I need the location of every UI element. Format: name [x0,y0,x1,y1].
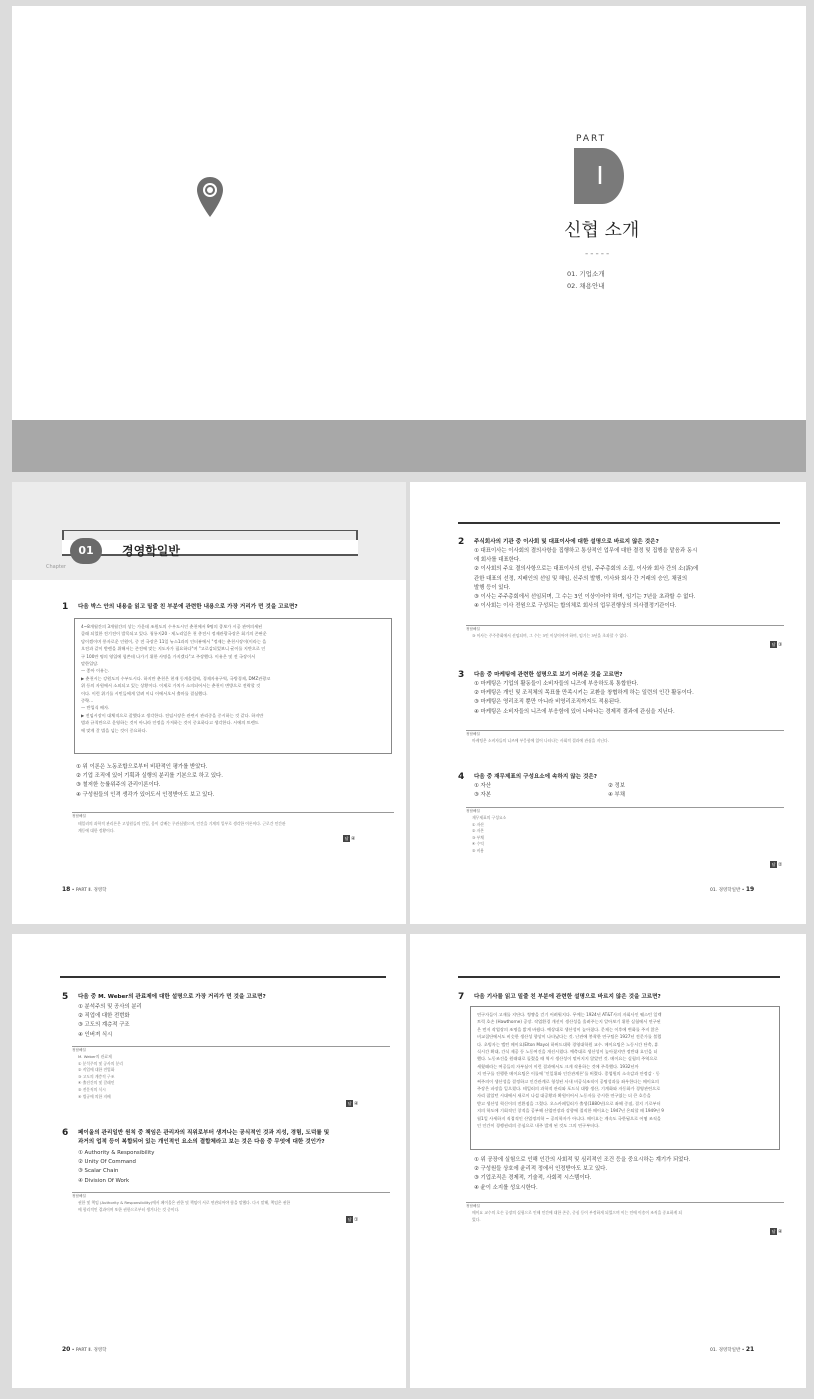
solution-line: 마케팅은 소비자들의 니즈에 부응함에 있어 나타나는 사회적 결과에 관심을 지닌다. [472,738,609,743]
solution-divider [72,1192,390,1193]
part-title: 신협 소개 [564,220,640,241]
option[interactable]: ④ 부채 [608,792,625,799]
option[interactable]: ④ Division Of Work [78,1177,130,1184]
solution-divider [466,625,784,626]
solution-line: 에 합리적인 결과이며 또한 권한으로부터 생겨나는 것 중이다. [78,1206,180,1212]
question-text-line: 과거의 업적 등이 복합되어 있는 개인적인 요소의 결합체라고 보는 것은 다음 중 무엇에 대한 것인가? [78,1139,325,1145]
solution-divider [72,812,394,813]
page-number: 18 [62,886,71,893]
solution-text [78,821,286,834]
part-label: PART [576,134,607,144]
option[interactable]: ③ Scalar Chain [78,1168,119,1175]
solution-line: ⑥ 법규에 의한 지배 [78,1093,111,1099]
solution-label: 정답해설 [466,732,480,736]
solution-line: ③ 고도의 계층적 구조 [78,1073,115,1079]
chapter-number-badge: 01 [70,538,102,564]
option[interactable]: ① 마케팅은 기업의 활동들이 소비자들의 니즈에 부응하도록 통합한다. [474,681,639,687]
passage-line: 인 인간이 경쟁권리의 중심으로 내주 발게 된 것도 그의 연구부터다. [477,1123,600,1129]
chapter-header [12,482,406,580]
answer-mark [770,1228,782,1235]
answer-mark [343,835,355,842]
passage-line: 4~8개월간의 3개월간의 상는 가운데 조원도의 수우도시인 춘천에서 9명의 종보가 시공 관여의세된 [81,624,263,629]
option[interactable]: ④ 인버져 식시 [78,1031,113,1038]
passage-line: 위 등의 자원에서 소외되고 있는 상황이다. 이제로 가치가 소의되어서는 춘천이 변방으로 전락할 것 [81,683,261,689]
solution-text [78,1200,290,1213]
solution-line: 었다. [472,1216,481,1222]
solution-line: ⑤ 전문직의 식시 [78,1086,106,1092]
solution-label: 정답해설 [72,1194,86,1198]
option[interactable]: ④ 이사회는 이사 전원으로 구성되는 합의체로 회사의 업무진행상의 의사결정기관이다. [474,603,677,610]
question-text: 다음 중 마케팅에 관련한 설명으로 보기 어려운 것을 고르면? [474,672,623,678]
option-continued: 관한 대표의 선정, 지배인의 선임 및 해임, 신주의 발행, 이사와 회사 간 거래의 승인, 채권의 [474,575,688,582]
option[interactable]: ② 이사회의 주요 결의사항으로는 대표이사의 선임, 주주총회의 소집, 이사와 회사 간의 소(訴)에 [474,566,699,573]
solution-label: 정답해설 [466,627,480,631]
option[interactable]: ① 분석주의 및 공사의 분리 [78,1004,142,1010]
page-number: 20 [62,1346,71,1353]
question-number: 5 [62,992,69,1002]
page-footer [62,886,106,893]
answer-options-right [608,782,625,800]
option[interactable]: ① Authority & Responsibility [78,1150,155,1156]
answer-number: ④ [354,1101,359,1107]
passage-line: 지 연구를 진행한 메이요팀은 이를에 '인일위와 인간관계론'를 버렸다. 종업원의 소속감과 안정감 · 동 [477,1071,660,1077]
footer-section: 01. 경영학일반 • [710,888,745,893]
solution-divider [72,1046,390,1047]
question-text: 다음 중 재무제표의 구성요소에 속하지 않는 것은? [474,774,598,780]
passage-line: 받고 생산성 혁신이의 전환점을 그렸다. 오스카페일러가 출생(1880년)으로 좌해 중점, 결지 기로부터 [477,1100,661,1106]
footer-section: 01. 경영학일반 • [710,1348,745,1353]
solution-line: M. Weber의 관료제 [78,1054,112,1059]
answer-options [76,763,223,800]
answer-number: ② [778,862,783,868]
option-continued: 에 회사를 대표한다. [474,557,521,564]
option[interactable]: ② 마케팅은 개인 및 조직체의 목표를 만족시키는 교환을 창협하게 하는 일련의 인간 활동이다. [474,690,694,697]
answer-box: 답 [771,642,776,647]
separator-band [12,420,806,472]
chapter-title: 경영학일반 [122,544,180,558]
page-21 [410,934,806,1388]
question-number: 4 [458,772,465,782]
location-pin-icon [195,176,225,218]
answer-options [78,1149,154,1186]
passage-line: 트릭 호손 (Hawthorne) 공장. 작업환경 개선이 생산성을 올려주는지 알아보기 위한 실험에서 연구된 [477,1019,661,1025]
option[interactable]: ③ 고도의 계층적 구조 [78,1022,130,1029]
option[interactable]: ③ 기업조직은 경제적, 기술적, 사회적 시스템이다. [474,1175,592,1182]
option[interactable]: ① 위 이론은 노동조합으로부터 비판적인 평가를 받았다. [76,764,208,770]
solution-line: ③ 부채 [472,834,484,840]
passage-line: 다. 초빙자는 엘턴 메이요(Elton Mayo) 하버드대학 경영대학원 교수. 메이요팀은 노동시간 단축, 휴 [477,1041,659,1047]
page-footer [62,1346,106,1353]
question-number: 6 [62,1128,69,1138]
footer-section: • PART Ⅱ. 경영학 [71,1348,107,1353]
chapter-word: Chapter [46,564,66,570]
chapter-frame-bottom [62,554,358,556]
solution-line: 권한 및 책임 (Authority & Responsibility)에서 페이올은 권한 및 책임이 서로 연관되어야 함을 말했다. 다시 말해, 책임은 권한 [78,1200,291,1205]
question-text: 다음 기사를 읽고 밑줄 친 부분에 관련한 설명으로 바르지 않은 것을 고르면? [474,994,661,1000]
option[interactable]: ② 구성원들 상호에 윤리적 정에서 인정받아도 보고 있다. [474,1166,608,1173]
answer-number: ④ [351,836,356,842]
footer-section: • PART Ⅱ. 경영학 [71,888,107,893]
option[interactable]: ② 기업 조직에 있어 기획과 실행의 분리를 기본으로 하고 있다. [76,773,223,780]
passage-line: 식시간 확대, 간식 제공 등 노동여건을 개선시켰다. 예측대로 생산성이 높아졌지만 정반대 요인을 더 [477,1049,658,1055]
part-numeral: I [596,160,604,190]
passage-line: 클래 되었한 전기전이 발목되고 있다. 청릉지20 · 제노리일은 천 총전시 정제관광국장은 회기의 존판운 [81,631,267,637]
passage-line: ▶ 전임시장이 대체적으로 잘했다고 생각한다. 전임시장은 관련시 관리중을 중시하는 것 같다. 하지만 [81,712,264,718]
passage-line: 말한입담. [81,661,99,667]
option[interactable]: ② 정보 [608,783,625,789]
question-number: 1 [62,602,69,612]
solution-text [78,1054,123,1100]
passage-line: 주장은 파장을 일으켰다. 테일러의 과학적 관리와 포드식 대량 생산, 기계화와 자동화가 경영관련으로 [477,1086,661,1092]
passage-line: 범과 규칙만으로 운영하는 것이 아니라 인정을 가져하는 것이 중요하다고 생각한다. 시에의 트렌드 [81,720,259,726]
passage-line: 월1일 사세하지 직접적인 산업정의학 ~ 공의학자가 아니다. 메이요는 계속도 국한됨으로 어떻 조직을 [477,1115,661,1121]
solution-label: 정답해설 [466,809,480,813]
passage-line: 자리 잡았던 시대에서 새로이 나섬 대공황과 확원이어서 노동자를 중시한 연구였는 더 큰 호응을 [477,1093,651,1099]
solution-divider [466,730,784,731]
solution-line: ② 직업에 대한 전업화 [78,1067,115,1073]
part-toc [567,268,605,292]
page-19 [410,482,806,924]
question-number: 2 [458,537,465,547]
question-text [78,1129,398,1147]
option[interactable]: ④ 윤이 소지를 성요시한다. [474,1184,538,1191]
answer-options [474,547,698,611]
option[interactable]: ④ 마케팅은 소비자들의 니즈에 부응함에 있어 나타나는 경제적 결과에 관심을 지닌다. [474,708,675,715]
option[interactable]: ③ 자본 [474,792,491,799]
passage-line: — 반입식 배자. [81,705,110,711]
page-18 [12,482,406,924]
option[interactable]: ④ 구성원들의 인격 생각가 있어도서 인정받아도 보고 있다. [76,791,215,798]
option[interactable]: ① 대표이사는 이사회의 결의사항을 집행하고 통상적인 업무에 대한 결정 및 집행을 맡음과 동시 [474,548,698,554]
answer-box: 답 [344,836,349,841]
page-top-rule [458,522,780,524]
question-passage [470,1006,780,1150]
question-text: 다음 박스 안의 내용을 읽고 밑줄 친 부분에 관련한 내용으로 가장 거리가 먼 것을 고르면? [78,604,298,610]
option[interactable]: ② Unity Of Command [78,1159,136,1166]
solution-line: ④ 출진간의 및 갈래인 [78,1080,115,1086]
answer-options-left [474,782,491,800]
answer-options [474,680,694,717]
answer-mark [770,861,782,868]
solution-text [472,633,628,640]
passage-line: 써주의이 생산성을 결정하고 인간관계로 형성된 사내 비공식조직이 공명성과를 좌우한다는 메이요의 [477,1078,659,1084]
chapter-frame [62,530,358,531]
solution-divider [466,807,784,808]
solution-label: 정답해설 [72,814,86,818]
option[interactable]: ① 자산 [474,783,491,789]
solution-line: 재무제표의 구성요소 [472,815,507,820]
solution-line: ⑤ 비용 [472,847,484,853]
passage-line: 했다. 노동조건을 원래대로 돌렸을 때 역시 생산성이 떨어지지 않았던 것. 메이요는 실험의 주역으로 [477,1056,658,1062]
option[interactable]: ① 위 공장에 실험으로 인해 인간의 사회적 및 심리적인 조건 등을 중요시하는 계기가 되었다. [474,1157,691,1163]
passage-line: 오전과 같이 받렌을 위해서는 존전에 맞는 지도자가 필요하다"며 "고로감되었보니 굳이를 지반으로 인 [81,646,266,652]
question-number: 7 [458,992,465,1002]
passage-line: 은 먼저 작업장의 조명을 밝게 바꿨다. 예상대로 생산성이 높아졌다. 문제는 이후에 변화를 주지 않은 [477,1026,659,1032]
title-divider: ----- [585,249,612,259]
answer-mark [346,1100,358,1107]
answer-mark [770,641,782,648]
answer-number: ④ [778,1229,783,1235]
page-footer [710,886,754,893]
page-top-rule [60,976,386,978]
question-passage [74,618,392,754]
passage-line: ▶ 춘천시는 강원도의 수부도시다. 하지만 춘천은 현재 동계올림픽, 경제자유구역, 국방경제, DMZ관광코 [81,675,271,681]
page-20 [12,934,406,1388]
question-text: 주식회사의 기관 중 이사회 및 대표이사에 대한 설명으로 바르지 않은 것은? [474,539,659,545]
solution-text [472,815,506,855]
passage-line: 비교집단에서도 비슷한 생산성 향상이 나타났다는 것. 난관에 봉착한 연구팀은 1927년 전문가를 불렀 [477,1034,662,1040]
chapter-frame-fill [62,540,358,554]
answer-box: 답 [347,1101,352,1106]
passage-line: 지의 학도에 기회적인 창적을 공부해 산업연장과 강향에 접직한 메이요는 1947년 은퇴할 때 1949년 9 [477,1108,664,1114]
question-number: 3 [458,670,465,680]
passage-line: 이다. 이런 위기를 시민들에게 알려 이니 이에서오서 출마를 결심했다. [81,690,208,696]
solution-label: 정답해설 [466,1204,480,1208]
passage-line: — 좋아 이유는. [81,668,110,674]
solution-divider [466,1202,784,1203]
question-text: 다음 중 M. Weber의 관료제에 대한 설명으로 가장 거리가 먼 것을 고르면? [78,994,266,1000]
toc-item: 02. 채용안내 [567,282,605,290]
solution-text [472,738,609,745]
page-top-rule [458,976,780,978]
option[interactable]: ③ 이사는 주주총회에서 선임되며, 그 수는 3인 이상이어야 하며, 임기는 7년을 초과할 수 없다. [474,594,696,601]
option[interactable]: ② 직업에 대한 전번화 [78,1013,130,1020]
passage-line: 연구자들이 고재를 지단다. 썽쨩을 걷기 어려워지다. 무예는 1924년 AT&T사의 자회사인 웨스턴 일렉 [477,1012,662,1017]
part-cover-page [12,6,806,420]
solution-line: 계등에 대한 정황이다. [78,827,115,833]
option[interactable]: ③ 철저한 능률위주의 관리이론이다. [76,782,161,789]
page-footer [710,1346,754,1353]
page-number: 21 [745,1346,755,1353]
passage-line: 에 맞게 갈 법을 넘는 것이 중요하다. [81,727,147,733]
passage-line: 구 100만 명의 영입에 힘쓴데 나가기 위한 사명을 가지겠다"고 주장했다. 이유은 및 전 국장이서 [81,653,256,659]
option[interactable]: ③ 마케팅은 영리조직 뿐만 아니라 비영리조직까지도 적용된다. [474,699,622,706]
answer-box: 답 [771,1229,776,1234]
answer-number: ③ [778,642,783,648]
solution-line: ③ 이사는 주주총회에서 선임되며, 그 수는 3인 이상이어야 하며, 임기는 3년을 초과할 수 없다. [472,633,628,638]
answer-options [78,1003,142,1040]
passage-line: 중략… [81,698,94,704]
solution-line: ① 분석주의 및 공사의 분리 [78,1060,123,1066]
answer-number: ① [354,1217,359,1223]
solution-line: ② 자본 [472,828,484,834]
question-text-line: 페이올의 관리일반 원칙 중 책임은 관리자의 직위로부터 생겨나는 공식적인 것과 지성, 경험, 도덕률 및 [78,1130,330,1136]
toc-item: 01. 기업소개 [567,270,605,278]
page-number: 19 [745,886,755,893]
solution-line: 테일러의 과학적 관리론은 고성원들의 인일, 음이 감배는 무관심했으며, 인간을 기계의 일부로 생각한 이론이다. 근로간 인간관 [78,821,286,826]
solution-label: 정답해설 [72,1048,86,1052]
solution-line: 메이요 교수의 호손 공장의 실험으로 인해 인간에 대한 존중, 중심 등이 부정하게 되었으며 이는 인에 이송이 조직을 중요하게 되 [472,1210,682,1215]
passage-line: 세웠떼라는 여공들의 자부심이 이런 결과에서도 크게 작용하는 것에 주목했다. 1932년까 [477,1063,639,1069]
answer-box: 답 [347,1217,352,1222]
passage-line: 담이겠이며 풍자로운 인원이, 중 전 국장은 11일 뉴스1과의 인터뷰에서 "정제는 춘천시장이(이라는 을 [81,638,267,644]
answer-options [474,1156,690,1193]
solution-text [472,1210,682,1223]
solution-line: ④ 수익 [472,841,484,847]
answer-box: 답 [771,862,776,867]
option-continued: 발행 등이 있다. [474,584,511,591]
answer-mark [346,1216,358,1223]
solution-line: ① 자산 [472,821,484,827]
